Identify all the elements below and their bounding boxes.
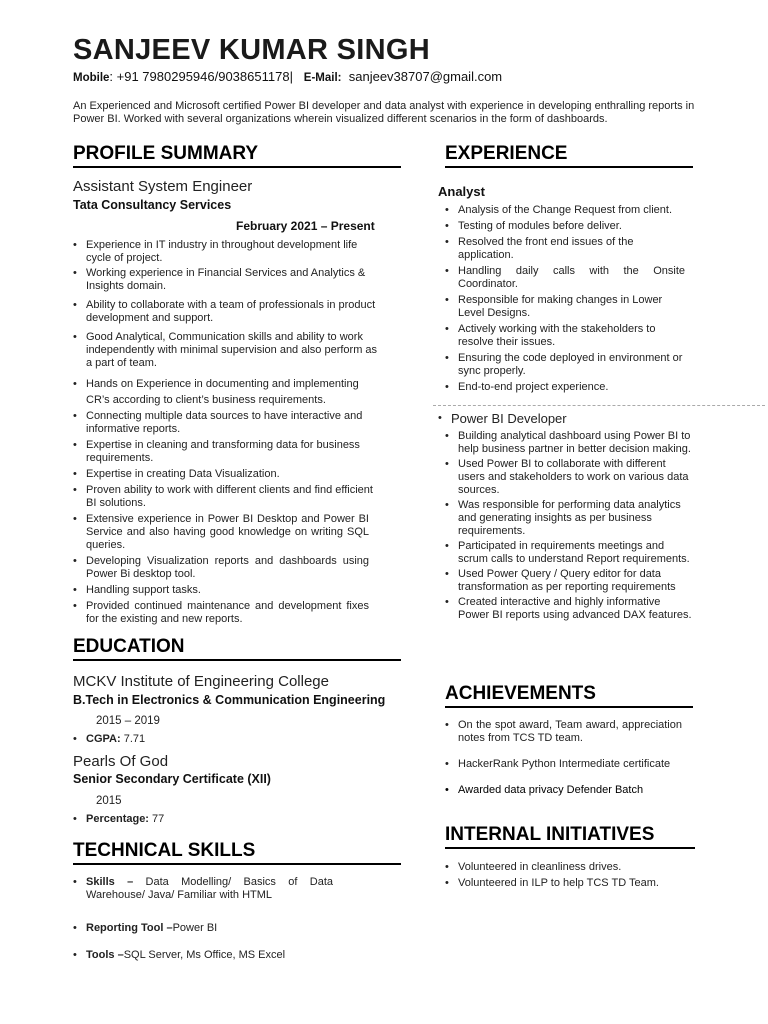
skills-label: Skills – [86,876,134,888]
list-item: • Extensive experience in Power BI Desktop and Power BI Service and also having good knowledge on writing SQL queries. [73,513,383,552]
reporting-tool-label: Reporting Tool – [86,922,173,934]
degree-years: 2015 – 2019 [96,715,160,727]
list-item: • HackerRank Python Intermediate certificate [445,758,682,771]
email-label: E-Mail: [303,72,342,84]
cgpa-label: CGPA: [86,733,121,745]
list-item [73,949,333,962]
list-item: • Developing Visualization reports and dashboards using Power Bi desktop tool. [73,555,383,581]
profile-summary-heading: PROFILE SUMMARY [73,143,401,168]
list-item: • Was responsible for performing data analytics and generating insights as per business requirements. [445,499,693,538]
list-item: • Proven ability to work with different clients and find efficient BI solutions. [73,484,383,510]
analyst-list [445,204,685,394]
list-item: • Created interactive and highly informative Power BI reports using advanced DAX features. [445,596,693,622]
intro-paragraph: An Experienced and Microsoft certified Power BI developer and data analyst with experience in developing enthralling reports in Power BI. Worked with several organizations wherein visualized different scenarios in the form of dashboards. [73,100,695,125]
tools-label: Tools – [86,949,124,961]
list-item: • Used Power BI to collaborate with different users and stakeholders to work on various data sources. [445,458,693,497]
achievements-list [445,719,682,797]
list-item: • End-to-end project experience. [445,381,685,394]
skills-value: Data Modelling/ Basics of Data Warehouse/ Java/ Familiar with HTML [86,876,333,901]
cgpa-value: 7.71 [120,733,146,745]
initiatives-list [445,861,695,890]
profile-period: February 2021 – Present [236,219,375,233]
certificate-name: Senior Secondary Certificate (XII) [73,772,271,786]
list-item: • Experience in IT industry in throughout development life cycle of project. [73,239,383,265]
list-item [73,876,333,902]
mobile-value: : +91 7980295946/9038651178 [109,69,290,84]
cgpa-list [73,733,145,746]
email-value[interactable]: sanjeev38707@gmail.com [348,69,503,84]
profile-role: Assistant System Engineer [73,178,253,195]
percentage-label: Percentage: [86,813,149,825]
school-name: Pearls Of God [73,753,169,770]
list-item: • Resolved the front end issues of the application. [445,236,685,262]
experience-heading: EXPERIENCE [445,143,693,168]
list-item: • Good Analytical, Communication skills and ability to work independently with minimal supervision and also perform as a part of team. [73,331,383,370]
section-divider [433,405,765,406]
list-item: • On the spot award, Team award, appreciation notes from TCS TD team. [445,719,682,745]
list-item [73,922,333,935]
skills-list [73,876,333,962]
list-item: • Handling support tasks. [73,584,383,597]
list-item: • Expertise in cleaning and transforming data for business requirements. [73,439,383,465]
mobile-label: Mobile [73,72,110,84]
list-item [73,813,164,826]
list-item: • Actively working with the stakeholders to resolve their issues. [445,323,685,349]
list-item: • Working experience in Financial Services and Analytics & Insights domain. [73,267,383,293]
list-item: • Responsible for making changes in Lower Level Designs. [445,294,685,320]
analyst-title: Analyst [438,184,485,199]
list-item [73,733,145,746]
list-item: • Ability to collaborate with a team of professionals in product development and support. [73,299,383,325]
power-bi-list [445,430,693,622]
degree-name: B.Tech in Electronics & Communication Engineering [73,693,386,707]
list-item: • Testing of modules before deliver. [445,220,685,233]
technical-skills-heading: TECHNICAL SKILLS [73,840,401,865]
list-item: • Participated in requirements meetings and scrum calls to understand Report requirements. [445,540,693,566]
reporting-tool-value: Power BI [172,922,218,934]
list-item: • Ensuring the code deployed in environment or sync properly. [445,352,685,378]
internal-initiatives-heading: INTERNAL INITIATIVES [445,824,695,849]
percentage-list [73,813,164,826]
list-item: • Volunteered in ILP to help TCS TD Team. [445,877,695,890]
college-name: MCKV Institute of Engineering College [73,673,329,690]
achievements-heading: ACHIEVEMENTS [445,683,693,708]
list-item: • Volunteered in cleanliness drives. [445,861,695,874]
profile-company: Tata Consultancy Services [73,198,232,212]
list-item: • Expertise in creating Data Visualization. [73,468,383,481]
list-item: • Connecting multiple data sources to have interactive and informative reports. [73,410,383,436]
list-item: • Awarded data privacy Defender Batch [445,784,682,797]
list-item: • Analysis of the Change Request from client. [445,204,685,217]
list-item: • Used Power Query / Query editor for data transformation as per reporting requirements [445,568,693,594]
certificate-year: 2015 [96,795,122,807]
tools-value: SQL Server, Ms Office, MS Excel [123,949,286,961]
list-item: • Building analytical dashboard using Power BI to help business partner in better decision making. [445,430,693,456]
power-bi-title: • Power BI Developer [438,411,688,426]
list-item: • Hands on Experience in documenting and implementing CR’s according to client’s business requirements. [73,376,383,408]
education-heading: EDUCATION [73,636,401,661]
list-item: • Handling daily calls with the Onsite Coordinator. [445,265,685,291]
list-item: • Provided continued maintenance and development fixes for the existing and new reports. [73,600,383,626]
contact-line: Mobile: +91 7980295946/9038651178| E-Mail: sanjeev38707@gmail.com [73,69,503,84]
power-bi-title-list [438,411,688,426]
percentage-value: 77 [148,813,165,825]
candidate-name: SANJEEV KUMAR SINGH [73,34,430,66]
profile-summary-list [73,239,383,629]
